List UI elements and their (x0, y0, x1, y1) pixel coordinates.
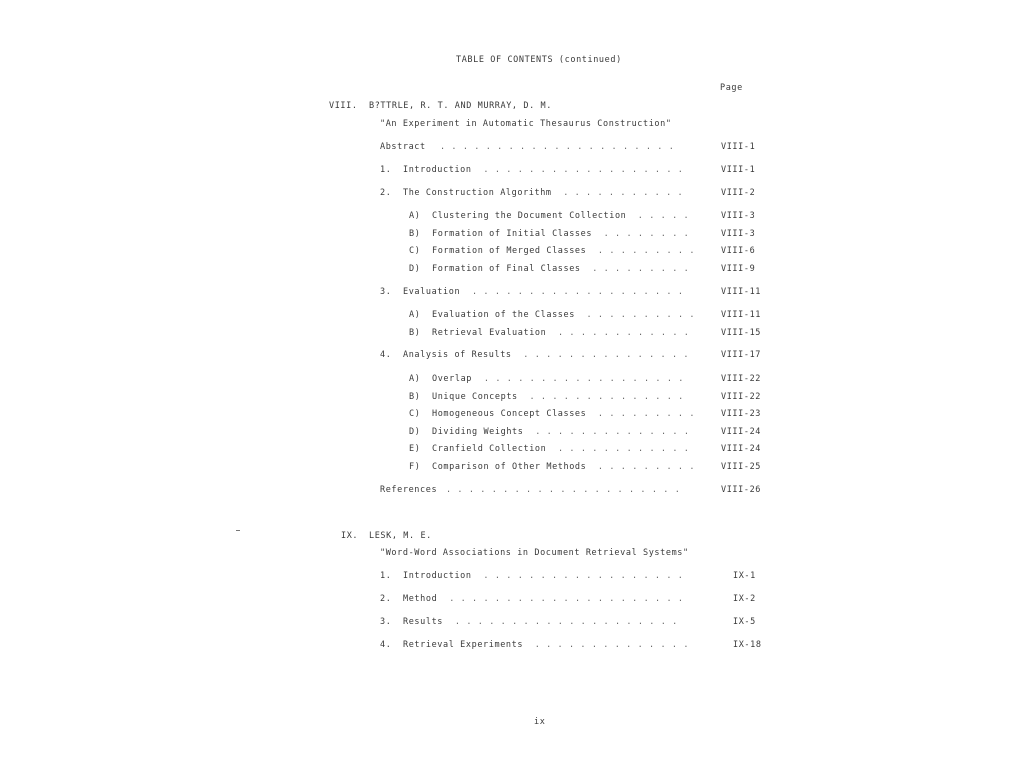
dot-leader: . . . . . . . . . . . . . . . . . . . . . (440, 142, 675, 152)
dot-leader: . . . . . . . . . . (586, 310, 696, 320)
subentry-letter: A) (409, 211, 421, 221)
subentry-label: Unique Concepts (432, 392, 518, 402)
dot-leader: . . . . . . . . . . . . . . . . . . . . (454, 617, 678, 627)
section-numeral: VIII. (329, 101, 358, 111)
subentry-label: Overlap (432, 374, 473, 384)
section-title: "An Experiment in Automatic Thesaurus Construction" (380, 119, 672, 129)
entry-number: 3. (380, 617, 392, 627)
subentry-label: Formation of Initial Classes (432, 229, 593, 239)
entry-page: VIII-3 (721, 211, 756, 221)
dot-leader: . . . . . . . . . . . . . . . . . . (483, 571, 684, 581)
entry-page: VIII-17 (721, 350, 762, 360)
dot-leader: . . . . . (637, 211, 690, 221)
margin-mark (236, 530, 240, 531)
entry-page: IX-1 (733, 571, 756, 581)
subentry-letter: A) (409, 310, 421, 320)
subentry-label: Cranfield Collection (432, 444, 547, 454)
section-authors: LESK, M. E. (369, 531, 432, 541)
subentry-letter: F) (409, 462, 421, 472)
subentry-label: Dividing Weights (432, 427, 524, 437)
dot-leader: . . . . . . . . . . . . . . . . . . . (472, 287, 684, 297)
entry-page: VIII-26 (721, 485, 762, 495)
entry-page: VIII-15 (721, 328, 762, 338)
entry-number: 4. (380, 640, 392, 650)
dot-leader: . . . . . . . . . . . . . . . . . . . . . (446, 485, 681, 495)
subentry-letter: E) (409, 444, 421, 454)
entry-page: VIII-24 (721, 427, 762, 437)
subentry-label: Formation of Merged Classes (432, 246, 587, 256)
subentry-letter: B) (409, 328, 421, 338)
entry-label: The Construction Algorithm (403, 188, 552, 198)
dot-leader: . . . . . . . . (603, 229, 690, 239)
entry-page: VIII-2 (721, 188, 756, 198)
entry-page: VIII-23 (721, 409, 762, 419)
entry-number: 1. (380, 571, 392, 581)
entry-label: Method (403, 594, 438, 604)
entry-page: VIII-11 (721, 310, 762, 320)
entry-page: IX-18 (733, 640, 762, 650)
subentry-label: Evaluation of the Classes (432, 310, 575, 320)
dot-leader: . . . . . . . . . . . . . . (534, 640, 690, 650)
subentry-letter: B) (409, 392, 421, 402)
entry-page: VIII-1 (721, 165, 756, 175)
subentry-letter: C) (409, 409, 421, 419)
dot-leader: . . . . . . . . . . . . . . (529, 392, 684, 402)
subentry-letter: A) (409, 374, 421, 384)
entry-page: IX-2 (733, 594, 756, 604)
dot-leader: . . . . . . . . . . . . . . . . . . (483, 165, 684, 175)
section-title: "Word-Word Associations in Document Retrieval Systems" (380, 548, 689, 558)
dot-leader: . . . . . . . . . (597, 462, 696, 472)
dot-leader: . . . . . . . . . (597, 409, 696, 419)
dot-leader: . . . . . . . . . . . (563, 188, 684, 198)
entry-page: VIII-24 (721, 444, 762, 454)
page-title: TABLE OF CONTENTS (continued) (456, 55, 622, 65)
entry-label: Retrieval Experiments (403, 640, 524, 650)
entry-page: VIII-22 (721, 374, 762, 384)
subentry-letter: D) (409, 427, 421, 437)
entry-number: 4. (380, 350, 392, 360)
dot-leader: . . . . . . . . . . . . . . (535, 427, 690, 437)
entry-label: Introduction (403, 165, 472, 175)
entry-label: Analysis of Results (403, 350, 512, 360)
abstract-label: Abstract (380, 142, 426, 152)
subentry-label: Retrieval Evaluation (432, 328, 547, 338)
dot-leader: . . . . . . . . . . . . (558, 328, 690, 338)
subentry-label: Comparison of Other Methods (432, 462, 587, 472)
entry-number: 1. (380, 165, 392, 175)
page-number: ix (534, 717, 546, 727)
entry-page: VIII-9 (721, 264, 756, 274)
section-authors: B?TTRLE, R. T. AND MURRAY, D. M. (369, 101, 552, 111)
entry-page: IX-5 (733, 617, 756, 627)
entry-page: VIII-25 (721, 462, 762, 472)
page-column-label: Page (720, 83, 743, 93)
dot-leader: . . . . . . . . . . . . . . . . . . . . . (449, 594, 684, 604)
section-numeral: IX. (341, 531, 359, 541)
subentry-label: Clustering the Document Collection (432, 211, 627, 221)
entry-page: VIII-1 (721, 142, 756, 152)
dot-leader: . . . . . . . . . (597, 246, 696, 256)
subentry-letter: B) (409, 229, 421, 239)
dot-leader: . . . . . . . . . . . . . . . . . . (483, 374, 685, 384)
subentry-letter: D) (409, 264, 421, 274)
dot-leader: . . . . . . . . . . . . . . . (523, 350, 690, 360)
subentry-label: Formation of Final Classes (432, 264, 581, 274)
entry-label: Evaluation (403, 287, 461, 297)
subentry-letter: C) (409, 246, 421, 256)
entry-page: VIII-3 (721, 229, 756, 239)
references-label: References (380, 485, 438, 495)
entry-number: 2. (380, 594, 392, 604)
entry-number: 2. (380, 188, 392, 198)
entry-number: 3. (380, 287, 392, 297)
entry-label: Introduction (403, 571, 472, 581)
subentry-label: Homogeneous Concept Classes (432, 409, 587, 419)
entry-label: Results (403, 617, 444, 627)
entry-page: VIII-11 (721, 287, 762, 297)
dot-leader: . . . . . . . . . . . . (558, 444, 690, 454)
entry-page: VIII-6 (721, 246, 756, 256)
dot-leader: . . . . . . . . . (592, 264, 690, 274)
entry-page: VIII-22 (721, 392, 762, 402)
